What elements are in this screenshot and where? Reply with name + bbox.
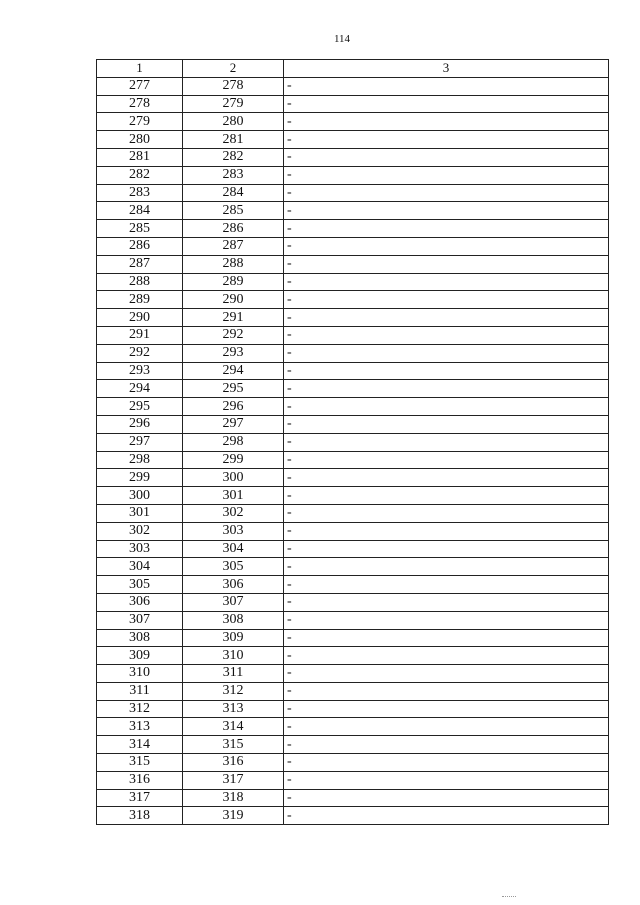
cell-col-1: 291 (97, 326, 183, 344)
cell-col-1: 279 (97, 113, 183, 131)
cell-col-2: 303 (183, 522, 284, 540)
cell-col-1: 300 (97, 487, 183, 505)
cell-col-2: 310 (183, 647, 284, 665)
table-row (97, 415, 609, 433)
cell-col-3: - (284, 273, 609, 291)
cell-col-3: - (284, 576, 609, 594)
cell-col-2: 293 (183, 344, 284, 362)
cell-col-1: 286 (97, 237, 183, 255)
cell-col-1: 284 (97, 202, 183, 220)
cell-col-3: - (284, 540, 609, 558)
table-row (97, 487, 609, 505)
table-row (97, 665, 609, 683)
cell-col-2: 299 (183, 451, 284, 469)
table-row (97, 771, 609, 789)
cell-col-3: - (284, 771, 609, 789)
table-row (97, 576, 609, 594)
cell-col-1: 281 (97, 148, 183, 166)
cell-col-2: 313 (183, 700, 284, 718)
cell-col-1: 282 (97, 166, 183, 184)
cell-col-3: - (284, 77, 609, 95)
cell-col-2: 312 (183, 682, 284, 700)
cell-col-3: - (284, 398, 609, 416)
table-row (97, 611, 609, 629)
cell-col-1: 305 (97, 576, 183, 594)
table-row (97, 326, 609, 344)
table-row (97, 629, 609, 647)
cell-col-2: 279 (183, 95, 284, 113)
cell-col-1: 296 (97, 415, 183, 433)
cell-col-3: - (284, 451, 609, 469)
cell-col-3: - (284, 415, 609, 433)
table-row (97, 220, 609, 238)
cell-col-1: 306 (97, 593, 183, 611)
cell-col-2: 278 (183, 77, 284, 95)
cell-col-1: 313 (97, 718, 183, 736)
table-row (97, 718, 609, 736)
cell-col-1: 294 (97, 380, 183, 398)
cell-col-2: 319 (183, 807, 284, 825)
cell-col-3: - (284, 95, 609, 113)
cell-col-1: 315 (97, 754, 183, 772)
cell-col-2: 282 (183, 148, 284, 166)
cell-col-3: - (284, 113, 609, 131)
cell-col-1: 312 (97, 700, 183, 718)
cell-col-1: 299 (97, 469, 183, 487)
table-row (97, 255, 609, 273)
cell-col-2: 287 (183, 237, 284, 255)
table-row (97, 291, 609, 309)
cell-col-1: 304 (97, 558, 183, 576)
cell-col-2: 301 (183, 487, 284, 505)
cell-col-3: - (284, 184, 609, 202)
cell-col-3: - (284, 558, 609, 576)
table-row (97, 647, 609, 665)
table-row (97, 148, 609, 166)
cell-col-3: - (284, 665, 609, 683)
cell-col-2: 306 (183, 576, 284, 594)
cell-col-3: - (284, 166, 609, 184)
cell-col-2: 317 (183, 771, 284, 789)
table-row (97, 540, 609, 558)
cell-col-3: - (284, 344, 609, 362)
cell-col-3: - (284, 326, 609, 344)
table-row (97, 95, 609, 113)
cell-col-1: 302 (97, 522, 183, 540)
scan-mark (502, 896, 516, 898)
cell-col-2: 304 (183, 540, 284, 558)
cell-col-3: - (284, 736, 609, 754)
cell-col-2: 298 (183, 433, 284, 451)
cell-col-1: 318 (97, 807, 183, 825)
cell-col-1: 295 (97, 398, 183, 416)
cell-col-3: - (284, 220, 609, 238)
cell-col-3: - (284, 504, 609, 522)
table-header-row (97, 60, 609, 78)
table-row (97, 504, 609, 522)
cell-col-3: - (284, 611, 609, 629)
table-row (97, 131, 609, 149)
cell-col-1: 288 (97, 273, 183, 291)
cell-col-2: 302 (183, 504, 284, 522)
cell-col-1: 310 (97, 665, 183, 683)
cell-col-3: - (284, 718, 609, 736)
table-row (97, 522, 609, 540)
cell-col-3: - (284, 789, 609, 807)
cell-col-2: 280 (183, 113, 284, 131)
table-row (97, 433, 609, 451)
cell-col-3: - (284, 807, 609, 825)
cell-col-2: 314 (183, 718, 284, 736)
cell-col-1: 317 (97, 789, 183, 807)
cell-col-1: 283 (97, 184, 183, 202)
column-header-1: 1 (97, 60, 183, 78)
table-row (97, 362, 609, 380)
cell-col-1: 289 (97, 291, 183, 309)
cell-col-1: 292 (97, 344, 183, 362)
cell-col-2: 315 (183, 736, 284, 754)
table-row (97, 237, 609, 255)
cell-col-1: 297 (97, 433, 183, 451)
cell-col-2: 297 (183, 415, 284, 433)
table-row (97, 184, 609, 202)
cell-col-3: - (284, 202, 609, 220)
table-row (97, 736, 609, 754)
cell-col-3: - (284, 131, 609, 149)
cell-col-1: 301 (97, 504, 183, 522)
table-row (97, 807, 609, 825)
table-row (97, 344, 609, 362)
cell-col-2: 309 (183, 629, 284, 647)
cell-col-2: 295 (183, 380, 284, 398)
table-body (97, 77, 609, 824)
cell-col-1: 277 (97, 77, 183, 95)
table-row (97, 166, 609, 184)
cell-col-2: 308 (183, 611, 284, 629)
table-row (97, 789, 609, 807)
cell-col-2: 307 (183, 593, 284, 611)
table-row (97, 451, 609, 469)
cell-col-1: 314 (97, 736, 183, 754)
cell-col-1: 311 (97, 682, 183, 700)
cell-col-2: 289 (183, 273, 284, 291)
cell-col-3: - (284, 487, 609, 505)
cell-col-1: 278 (97, 95, 183, 113)
cell-col-1: 293 (97, 362, 183, 380)
cell-col-2: 291 (183, 309, 284, 327)
table-row (97, 202, 609, 220)
cell-col-3: - (284, 291, 609, 309)
table-row (97, 558, 609, 576)
cell-col-2: 283 (183, 166, 284, 184)
cell-col-3: - (284, 522, 609, 540)
cell-col-2: 300 (183, 469, 284, 487)
cell-col-2: 292 (183, 326, 284, 344)
cell-col-1: 280 (97, 131, 183, 149)
cell-col-1: 287 (97, 255, 183, 273)
cell-col-2: 288 (183, 255, 284, 273)
cell-col-3: - (284, 700, 609, 718)
cell-col-3: - (284, 754, 609, 772)
cell-col-2: 290 (183, 291, 284, 309)
table-row (97, 754, 609, 772)
cell-col-1: 309 (97, 647, 183, 665)
cell-col-2: 294 (183, 362, 284, 380)
cell-col-1: 290 (97, 309, 183, 327)
cell-col-2: 296 (183, 398, 284, 416)
table-row (97, 469, 609, 487)
cell-col-2: 305 (183, 558, 284, 576)
cell-col-1: 308 (97, 629, 183, 647)
cell-col-3: - (284, 647, 609, 665)
cell-col-3: - (284, 148, 609, 166)
data-table (96, 59, 609, 825)
cell-col-3: - (284, 255, 609, 273)
cell-col-1: 285 (97, 220, 183, 238)
cell-col-1: 303 (97, 540, 183, 558)
cell-col-2: 316 (183, 754, 284, 772)
cell-col-2: 281 (183, 131, 284, 149)
cell-col-3: - (284, 629, 609, 647)
cell-col-3: - (284, 682, 609, 700)
cell-col-1: 298 (97, 451, 183, 469)
table-row (97, 380, 609, 398)
cell-col-2: 318 (183, 789, 284, 807)
table-row (97, 398, 609, 416)
table-row (97, 273, 609, 291)
cell-col-3: - (284, 469, 609, 487)
cell-col-2: 286 (183, 220, 284, 238)
table-row (97, 682, 609, 700)
page-number: 114 (333, 33, 351, 45)
cell-col-3: - (284, 237, 609, 255)
cell-col-1: 307 (97, 611, 183, 629)
column-header-3: 3 (284, 60, 609, 78)
cell-col-3: - (284, 309, 609, 327)
cell-col-3: - (284, 593, 609, 611)
cell-col-1: 316 (97, 771, 183, 789)
cell-col-3: - (284, 362, 609, 380)
column-header-2: 2 (183, 60, 284, 78)
cell-col-2: 311 (183, 665, 284, 683)
cell-col-3: - (284, 433, 609, 451)
table-row (97, 700, 609, 718)
cell-col-2: 285 (183, 202, 284, 220)
table-row (97, 77, 609, 95)
table-row (97, 113, 609, 131)
table-row (97, 593, 609, 611)
table-row (97, 309, 609, 327)
cell-col-2: 284 (183, 184, 284, 202)
cell-col-3: - (284, 380, 609, 398)
